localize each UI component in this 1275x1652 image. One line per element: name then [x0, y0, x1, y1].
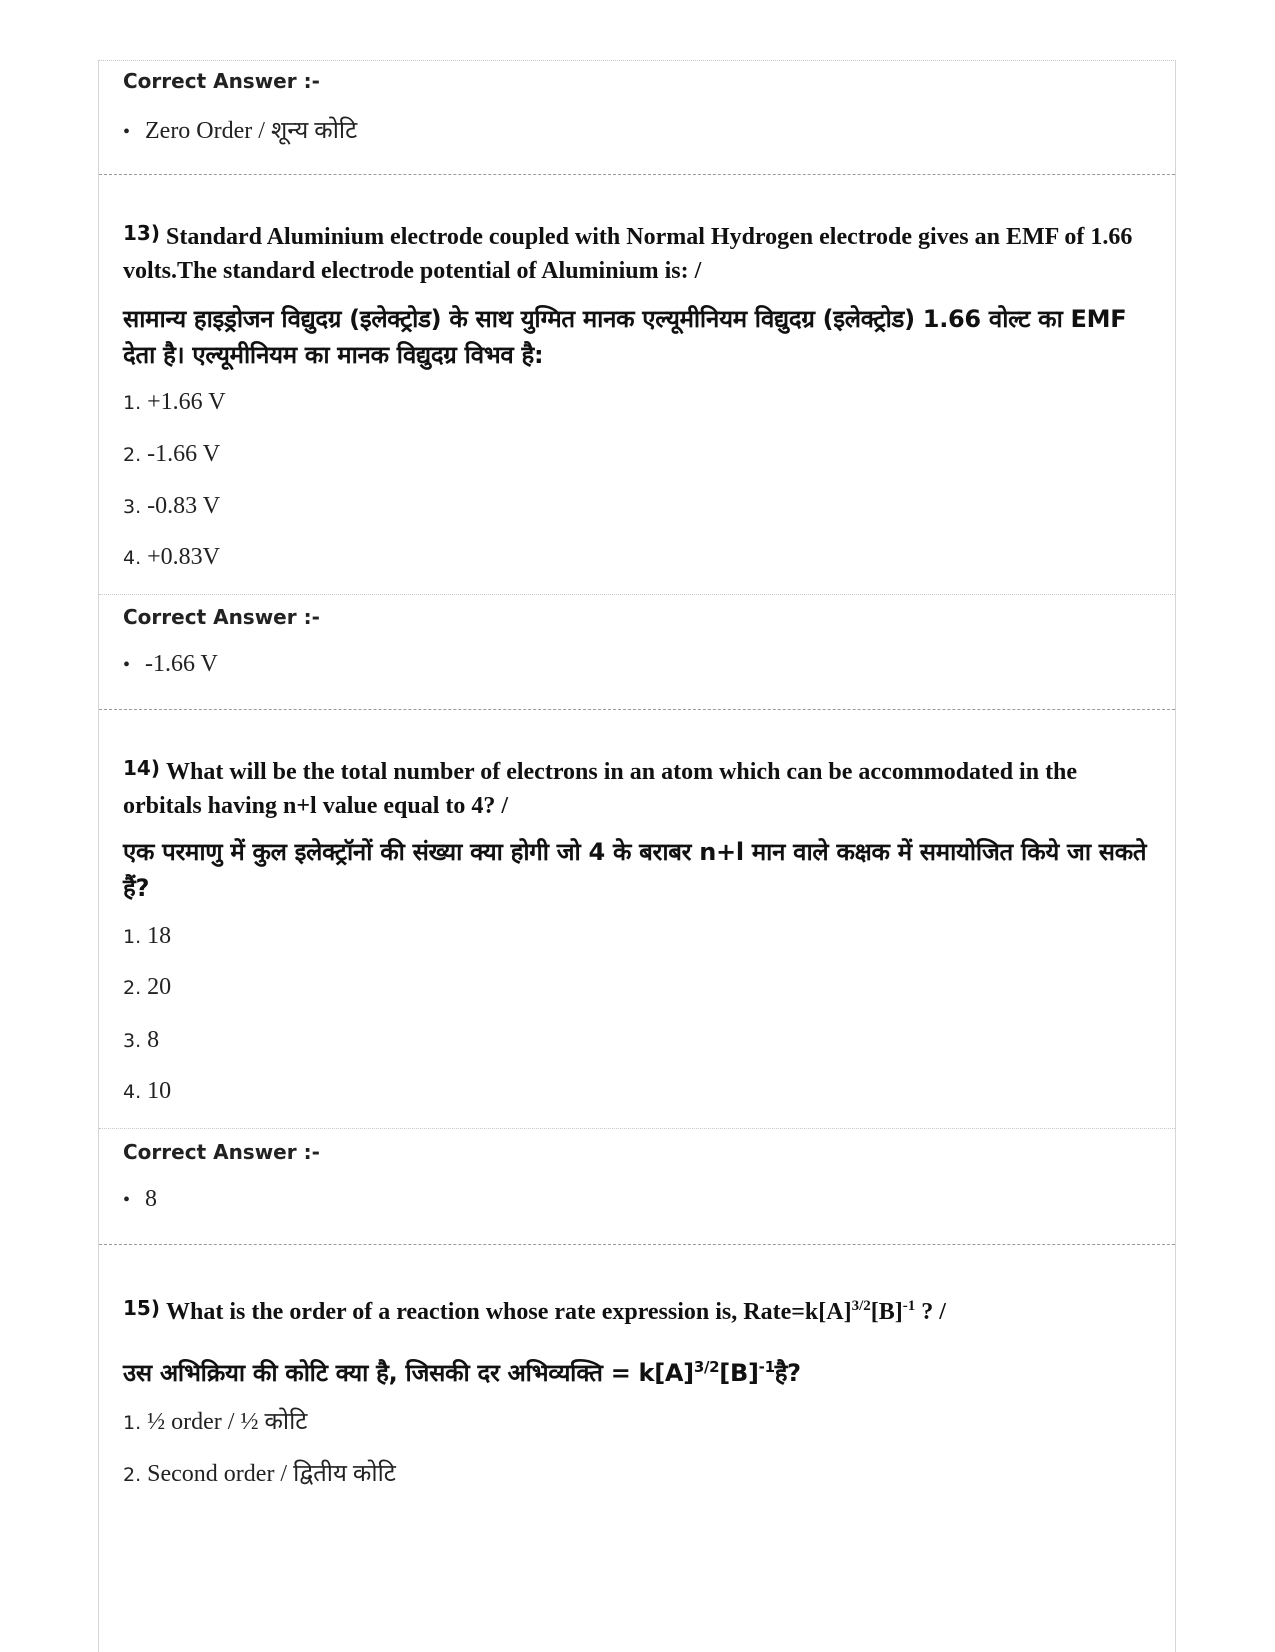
answer-divider: [99, 1128, 1175, 1129]
question-number: 13): [123, 221, 160, 245]
option-1: 1. +1.66 V: [123, 389, 226, 415]
question-separator: [99, 1244, 1175, 1245]
question-paper-page: [98, 60, 1176, 1652]
question-13-english: [123, 216, 1143, 288]
answer-divider: [99, 594, 1175, 595]
option-3: 3. 8: [123, 1027, 160, 1053]
question-14-english: [123, 751, 1143, 823]
option-4: 4. 10: [123, 1078, 172, 1104]
correct-answer-item: [123, 1186, 157, 1213]
option-3: 3. -0.83 V: [123, 493, 221, 519]
correct-answer-label: Correct Answer :-: [123, 605, 320, 629]
question-14-hindi: एक परमाणु में कुल इलेक्ट्रॉनों की संख्या क्या होगी जो 4 के बराबर n+l मान वाले कक्षक में समायोजित किये जा सकते हैं?: [123, 838, 1147, 902]
question-number: 15): [123, 1296, 160, 1320]
correct-answer-item: [123, 113, 357, 146]
question-13-hindi: सामान्य हाइड्रोजन विद्युदग्र (इलेक्ट्रोड) के साथ युग्मित मानक एल्यूमीनियम विद्युदग्र (इलेक्ट्रोड) 1.66 वोल्ट का EMF देता है। एल्यूमीनियम का मानक विद्युदग्र विभव है:: [123, 305, 1127, 369]
question-15-hindi: उस अभिक्रिया की कोटि क्या है, जिसकी दर अभिव्यक्ति = $k[A]^{3/2}[B]^{-1}है$?: [123, 1358, 801, 1387]
option-4: 4. +0.83V: [123, 544, 221, 570]
option-1: 1. 18: [123, 923, 172, 949]
question-text: Standard Aluminium electrode coupled with Normal Hydrogen electrode gives an EMF of 1.66 volts.The standard electrode potential of Aluminium is: /: [123, 224, 1133, 284]
question-text: What will be the total number of electrons in an atom which can be accommodated in the orbitals having n+l value equal to 4? /: [123, 759, 1078, 819]
correct-answer-text: 8: [145, 1186, 157, 1212]
bullet-icon: •: [123, 121, 131, 143]
bullet-icon: •: [123, 654, 131, 676]
question-separator: [99, 174, 1175, 175]
option-1: 1. ½ order / ½ कोटि: [123, 1409, 308, 1435]
correct-answer-text: -1.66 V: [145, 651, 218, 677]
question-number: 14): [123, 756, 160, 780]
correct-answer-label: Correct Answer :-: [123, 69, 320, 93]
question-15-english: 15) What is the order of a reaction whose rate expression is, $Rate=k[A]^{3/2}[B]^{-1}$ ? /: [123, 1296, 946, 1325]
option-2: 2. Second order / द्वितीय कोटि: [123, 1461, 396, 1487]
option-2: 2. 20: [123, 974, 172, 1000]
correct-answer-item: [123, 651, 218, 678]
correct-answer-text: Zero Order / शून्य कोटि: [145, 118, 358, 144]
option-2: 2. -1.66 V: [123, 441, 221, 467]
correct-answer-label: Correct Answer :-: [123, 1140, 320, 1164]
question-separator: [99, 709, 1175, 710]
bullet-icon: •: [123, 1189, 131, 1211]
